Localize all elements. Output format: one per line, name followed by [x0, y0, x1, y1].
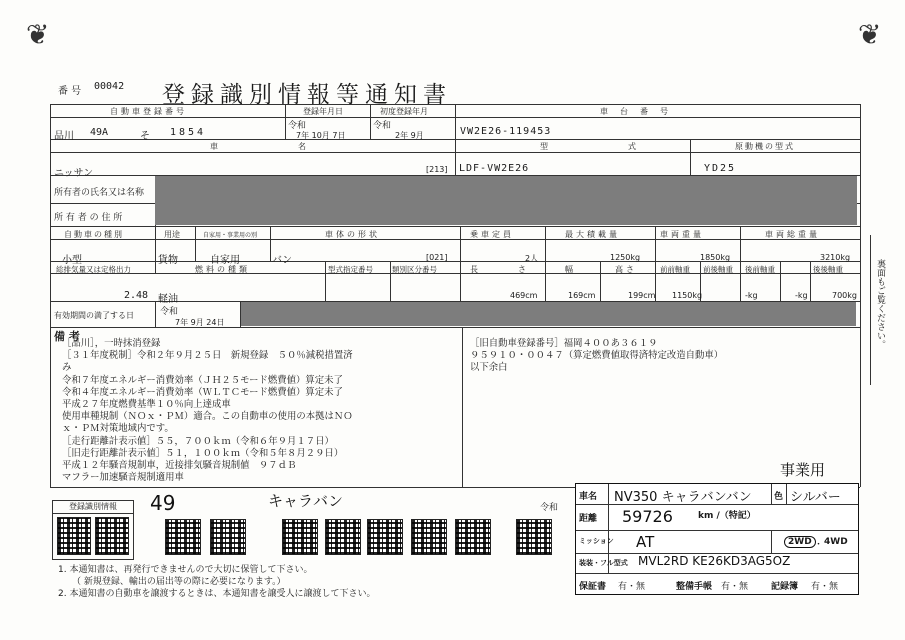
- header-use: 用途: [164, 230, 180, 239]
- owner-name-label: 所有者の氏名又は名称: [54, 188, 145, 198]
- bottom-reiwa: 令和: [540, 503, 559, 513]
- see-reverse-text: 裏面もご覧ください。: [875, 259, 885, 349]
- sticker-distance-value: 59726: [622, 507, 673, 526]
- sticker-drive-sep: ・: [814, 540, 824, 550]
- header-reg-date: 登録年月日: [303, 107, 343, 116]
- remarks-line: 平成２７年度燃費基準１０％向上達成車: [62, 399, 231, 411]
- remarks-line: ［品川］，一時抹消登録: [62, 338, 161, 349]
- registration-info-label: 登録識別情報: [53, 501, 133, 514]
- chassis-number: VW2E26-119453: [460, 126, 552, 137]
- owner-address-label: 所 有 者 の 住 所: [54, 213, 123, 223]
- qr-code-1: [165, 519, 201, 555]
- sticker-record-value: 有・無: [811, 582, 839, 592]
- sticker-car-value: NV350 キャラバンバン: [614, 490, 752, 505]
- number-value: 00042: [94, 81, 125, 92]
- header-maker: 車名: [210, 142, 386, 151]
- sticker-car-label: 車名: [579, 492, 598, 502]
- width-value: 169cm: [568, 291, 596, 300]
- see-reverse-side-note: [870, 235, 885, 385]
- header-width: 幅: [565, 265, 576, 274]
- header-capacity: 乗車定員: [470, 230, 514, 239]
- engine-value: YD25: [704, 163, 737, 174]
- remarks-line: ［旧走行距離計表示値］５１，１００ｋｍ（令和５年８月２９日）: [62, 447, 344, 459]
- header-chassis: 車台番号: [600, 107, 680, 116]
- registration-info-box: [52, 500, 134, 560]
- displacement-value: 2.48: [124, 290, 149, 301]
- plate-number: 1854: [170, 127, 207, 138]
- header-engine: 原動機の型式: [735, 142, 795, 151]
- reg-date-value: 7年 10月 7日: [296, 131, 346, 140]
- qr-code-4: [325, 519, 361, 555]
- qr-code-7: [455, 519, 491, 555]
- remarks-label: 備 考: [54, 330, 80, 343]
- qr-code-5: [367, 519, 403, 555]
- page-title: 登録識別情報等通知書: [162, 82, 452, 108]
- remarks-line: 使用車種規制（ＮＯｘ・ＰＭ）適合。この自動車の使用の本拠はＮＯ: [62, 411, 353, 423]
- remarks-left-column: [62, 338, 460, 484]
- remarks-line: ［走行距離計表示値］５５，７００ｋｍ（令和６年９月１７日）: [62, 435, 334, 447]
- length-value: 469cm: [510, 291, 538, 300]
- number-label: 番 号: [58, 86, 82, 97]
- gross-weight-value: 3210kg: [820, 253, 851, 262]
- expiry-era: 令和: [160, 307, 179, 317]
- qr-code-6: [411, 519, 447, 555]
- header-first-reg: 初度登録年月: [380, 107, 428, 116]
- private-value: 自家用: [210, 255, 240, 266]
- rear-front-axle-value: -kg: [795, 291, 808, 300]
- model-value: LDF-VW2E26: [459, 163, 530, 174]
- remarks-line: 平成１２年騒音規制車，近接排気騒音規制値 ９７ｄＢ: [62, 460, 297, 472]
- sticker-distance-label: 距離: [579, 514, 598, 524]
- fuel-value: 軽油: [158, 294, 178, 305]
- sticker-mission-label: ミッション: [579, 537, 614, 545]
- header-front-rear-axle: 前後軸重: [703, 265, 733, 274]
- sticker-manual-value: 有・無: [721, 582, 749, 592]
- plate-kana: そ: [140, 131, 150, 142]
- remarks-right-column: [470, 338, 855, 375]
- header-model: 型式: [540, 142, 716, 151]
- use-value: 貨物: [158, 255, 178, 266]
- height-value: 199cm: [628, 291, 656, 300]
- sticker-fullmodel-label: 装装・フル型式: [579, 559, 628, 567]
- front-front-axle-value: 1150kg: [672, 291, 703, 300]
- header-plate-number: 自動車登録番号: [110, 107, 187, 116]
- header-private-business: 自家用・事業用の別: [203, 232, 258, 239]
- sticker-fullmodel-value: MVL2RD KE26KD3AG5OZ: [638, 554, 791, 568]
- sticker-distance-unit: km /（特記）: [698, 511, 756, 521]
- header-class-no: 類別区分番号: [392, 265, 437, 274]
- sticker-drive-4wd: 4WD: [824, 537, 848, 547]
- front-rear-axle-value: -kg: [745, 291, 758, 300]
- handwritten-caravan: キャラバン: [268, 492, 344, 510]
- remarks-line: 令和４年度エネルギー消費効率（ＷＬＴＣモード燃費値）算定未了: [62, 386, 343, 398]
- header-front-front-axle: 前前軸重: [660, 265, 690, 274]
- maker-value: ニッサン: [54, 168, 94, 179]
- note-1-sub: （ 新規登録、輸出の届出等の際に必要になります。）: [72, 577, 286, 587]
- body-value: バン: [272, 255, 292, 266]
- model-code: [213]: [426, 165, 448, 174]
- body-code: [021]: [426, 253, 448, 262]
- expiry-label: 有効期間の満了する日: [54, 311, 134, 320]
- header-vehicle-weight: 車両重量: [660, 230, 704, 239]
- remarks-line: 以下余白: [470, 362, 508, 374]
- header-displacement: 総排気量又は定格出力: [56, 265, 131, 274]
- sticker-warranty-label: 保証書: [579, 582, 607, 592]
- redacted-expiry-strip: [241, 302, 856, 326]
- remarks-line: 令和７年度エネルギー消費効率（ＪＨ２５モード燃費値）算定未了: [62, 374, 343, 386]
- kind-value: 小型: [62, 255, 82, 266]
- max-load-value: 1250kg: [610, 253, 641, 262]
- sticker-mission-value: AT: [636, 533, 655, 551]
- header-vehicle-kind: 自動車の種別: [64, 230, 124, 239]
- header-max-load: 最大積載量: [565, 230, 620, 239]
- header-height: 高さ: [615, 265, 637, 274]
- first-reg-value: 2年 9月: [395, 131, 424, 140]
- sticker-manual-label: 整備手帳: [676, 582, 713, 592]
- expiry-date: 7年 9月 24日: [175, 318, 225, 327]
- right-flourish-ornament: ❦: [858, 18, 882, 51]
- remarks-line: み: [62, 362, 72, 374]
- remarks-line: ｘ・ＰＭ対策地域内です。: [62, 423, 174, 435]
- sticker-drive-2wd: 2WD: [784, 536, 816, 548]
- sticker-color-label: 色: [774, 492, 784, 502]
- header-rear-front-axle: 後前軸重: [745, 265, 775, 274]
- registration-qr-code: [57, 517, 91, 555]
- capacity-value: 2人: [525, 254, 539, 263]
- rear-rear-axle-value: 700kg: [832, 291, 857, 300]
- note-2: 2. 本通知書の自動車を譲渡するときは、本通知書を譲受人に譲渡して下さい。: [58, 589, 376, 599]
- vehicle-weight-value: 1850kg: [700, 253, 731, 262]
- plate-area: 品川: [54, 131, 74, 142]
- remarks-line: ９５９１０・００４７（算定燃費値取得済特定改造自動車）: [470, 350, 724, 362]
- remarks-line: ［３１年度税制］令和２年９月２５日 新規登録 ５０％減税措置済: [62, 350, 353, 362]
- sticker-warranty-value: 有・無: [618, 582, 646, 592]
- qr-code-3: [282, 519, 318, 555]
- qr-code-2: [210, 519, 246, 555]
- header-length: 長さ: [470, 265, 566, 274]
- sticker-record-label: 記録簿: [771, 582, 799, 592]
- redacted-owner-block: [155, 176, 857, 225]
- header-gross-weight: 車両総重量: [765, 230, 820, 239]
- plate-class: 49A: [90, 127, 109, 138]
- header-fuel: 燃料の種類: [195, 265, 250, 274]
- note-1: 1. 本通知書は、再発行できませんので大切に保管して下さい。: [58, 565, 313, 575]
- header-body-shape: 車体の形状: [325, 230, 380, 239]
- header-type-no: 型式指定番号: [328, 265, 373, 274]
- dealer-sticker: [575, 483, 859, 595]
- registration-qr-code-2: [95, 517, 129, 555]
- first-reg-era: 令和: [373, 121, 392, 131]
- remarks-line: マフラー加速騒音規制適用車: [62, 472, 184, 484]
- handwritten-49: 49: [150, 491, 176, 515]
- header-rear-rear-axle: 後後軸重: [813, 265, 843, 274]
- sticker-color-value: シルバー: [790, 490, 841, 505]
- qr-code-8: [516, 519, 552, 555]
- remarks-line: ［旧自動車登録番号］福岡４００あ３６１９: [470, 338, 658, 349]
- left-flourish-ornament: ❦: [26, 18, 50, 51]
- reg-date-era: 令和: [288, 121, 307, 131]
- business-use-stamp: 事業用: [780, 461, 826, 479]
